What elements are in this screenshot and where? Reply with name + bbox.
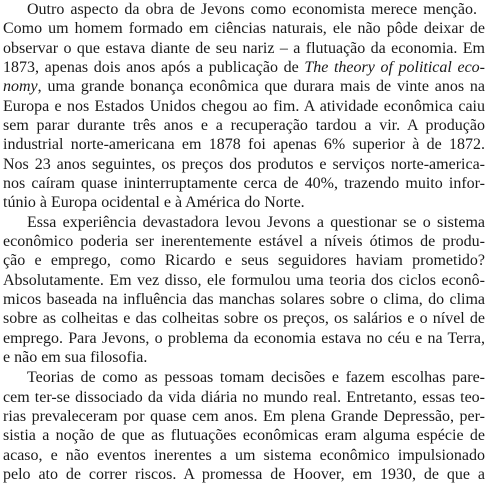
text-line: industrial norte-americana em 1878 foi apenas 6% superior à de 1872. xyxy=(3,136,485,154)
text-line xyxy=(3,77,485,97)
book-title-italic: The theory of political eco- xyxy=(304,59,485,76)
text-line: acaso, e não eventos inerentes a um sistema econômico impulsionado xyxy=(3,446,485,464)
text-line: Europa e nos Estados Unidos chegou ao fim. A atividade econômica caiu xyxy=(3,97,485,115)
text-line: cem ter-se dissociado da vida diária no mundo real. Entretanto, essas teo- xyxy=(3,388,485,406)
book-page xyxy=(3,0,485,485)
text-line: econômico poderia ser inerentemente estável a níveis ótimos de produ- xyxy=(3,233,485,251)
text-line: sistia a noção de que as flutuações econômicas eram alguma espécie de xyxy=(3,427,485,445)
text-line: pelo ato de correr riscos. A promessa de Hoover, em 1930, de que a xyxy=(3,466,485,483)
text-line: nos caíram quase ininterruptamente cerca de 40%, trazendo muito infor- xyxy=(3,175,485,192)
text-line: micos baseada na influência das manchas solares sobre o clima, do clima xyxy=(3,291,485,309)
text-line: Teorias de como as pessoas tomam decisões e fazem escolhas pare- xyxy=(27,369,485,387)
book-title-italic: nomy xyxy=(3,78,38,96)
text-span: 1873, apenas dois anos após a publicação de xyxy=(3,59,305,76)
text-line: sem parar durante três anos e a recuperação tardou a vir. A produção xyxy=(3,117,485,134)
text-line: sobre as colheitas e das colheitas sobre os preços, os salários e o nível de xyxy=(3,310,485,328)
text-line: Essa experiência devastadora levou Jevons a questionar se o sistema xyxy=(27,213,485,231)
text-line: Outro aspecto da obra de Jevons como economista merece menção. xyxy=(27,1,477,18)
text-line: emprego. Para Jevons, o problema da economia estava no céu e na Terra, xyxy=(3,329,485,347)
text-line: Absolutamente. Em vez disso, ele formulou uma teoria dos ciclos econô- xyxy=(3,271,485,289)
text-line: e não em sua filosofia. xyxy=(3,349,148,367)
text-line: ção e emprego, como Ricardo e seus seguidores haviam prometido? xyxy=(3,252,485,270)
text-line: túnio à Europa ocidental e à América do Norte. xyxy=(3,194,305,212)
text-line: Como um homem formado em ciências naturais, ele não pôde deixar de xyxy=(3,20,485,38)
text-line: Nos 23 anos seguintes, os preços dos produtos e serviços norte-america- xyxy=(3,155,485,173)
text-span: , uma grande bonança econômica que durara mais de vinte anos na xyxy=(37,78,485,96)
text-line xyxy=(3,58,485,78)
text-line: observar o que estava diante de seu nariz – a flutuação da economia. Em xyxy=(3,39,485,57)
text-line: rias prevaleceram por quase cem anos. Em plena Grande Depressão, per- xyxy=(3,407,485,425)
